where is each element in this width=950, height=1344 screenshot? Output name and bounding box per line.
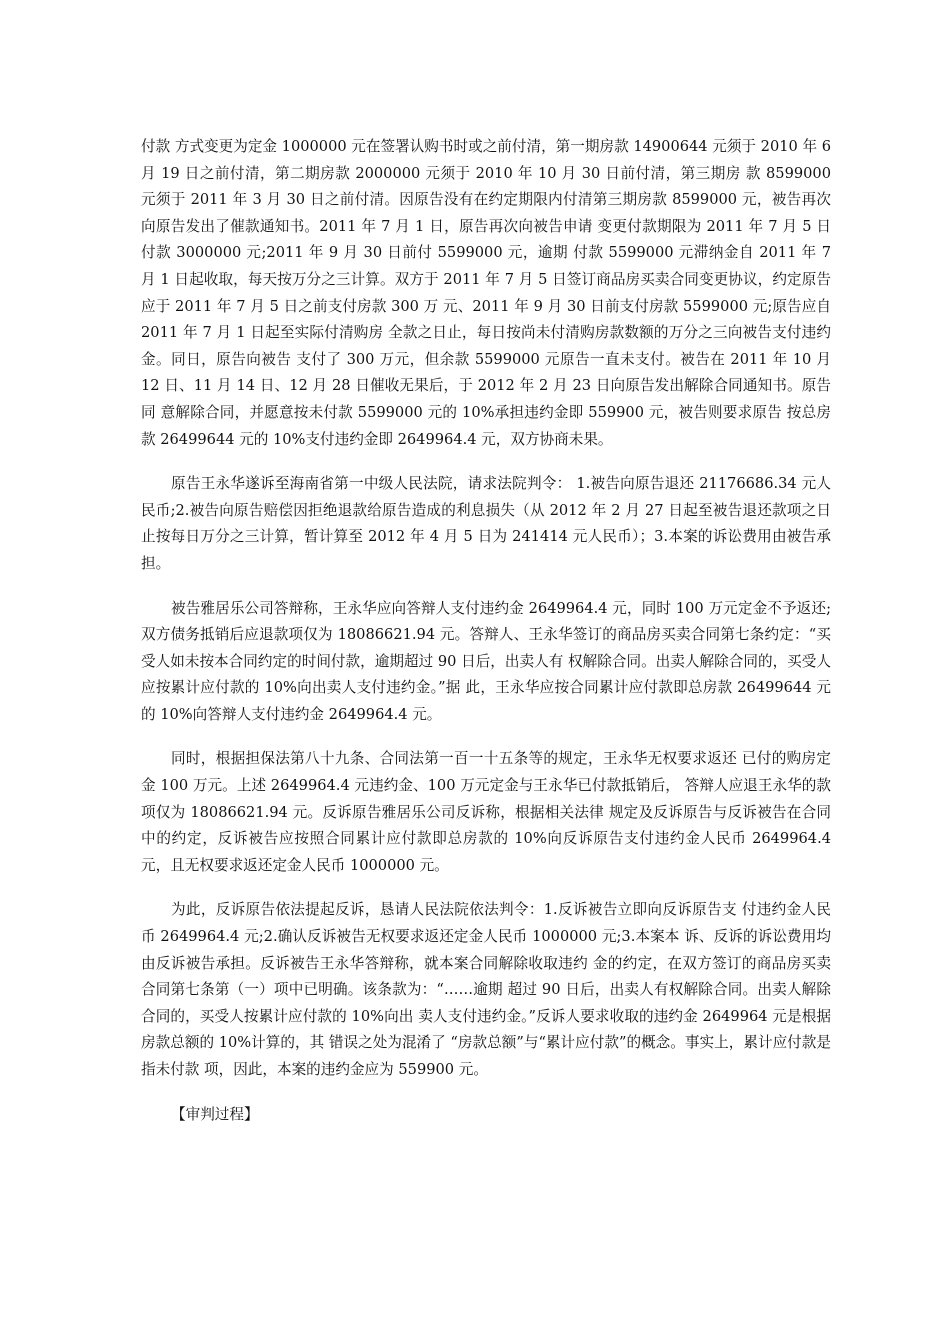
paragraph-payment-terms: 付款 方式变更为定金 1000000 元在签署认购书时或之前付清，第一期房款 14900644 元须于 2010 年 6 月 19 日之前付清，第二期房款 2000000 元须于 2010 年 10 月 30 日前付清，第三期房 款 8599000 元须于 2011 年 3 月 30 日之前付清。因原告没有在约定期限内付清第三期房款 8599000 元，被告再次向原告发出了催款通知书。2011 年 7 月 1 日，原告再次向被告申请 变更付款期限为 2011 年 7 月 5 日付款 3000000 元;2011 年 9 月 30 日前付 5599000 元，逾期 付款 5599000 元滞纳金自 2011 年 7 月 1 日起收取，每天按万分之三计算。双方于 2011 年 7 月 5 日签订商品房买卖合同变更协议，约定原告应于 2011 年 7 月 5 日之前支付房款 300 万 元、2011 年 9 月 30 日前支付房款 5599000 元;原告应自 2011 年 7 月 1 日起至实际付清购房 全款之日止，每日按尚未付清购房款数额的万分之三向被告支付违约金。同日，原告向被告 支付了 300 万元，但余款 5599000 元原告一直未支付。被告在 2011 年 10 月 12 日、11 月 14 日、12 月 28 日催收无果后，于 2012 年 2 月 23 日向原告发出解除合同通知书。原告同 意解除合同，并愿意按未付款 5599000 元的 10%承担违约金即 559900 元，被告则要求原告 按总房款 26499644 元的 10%支付违约金即 2649964.4 元，双方协商未果。 [141, 138, 831, 448]
paragraph-plaintiff-claims: 原告王永华遂诉至海南省第一中级人民法院，请求法院判令： 1.被告向原告退还 21176686.34 元人民币;2.被告向原告赔偿因拒绝退款给原告造成的利息损失（从 2012 年 2 月 27 日起至被告退还款项之日止按每日万分之三计算，暂计算至 2012 年 4 月 5 日为 241414 元人民币）；3.本案的诉讼费用由被告承担。 [141, 475, 831, 572]
document-page [141, 134, 831, 1128]
paragraph-deposit-offset: 同时，根据担保法第八十九条、合同法第一百一十五条等的规定，王永华无权要求返还 已付的购房定金 100 万元。上述 2649964.4 元违约金、100 万元定金与王永华已付款抵销后， 答辩人应退王永华的款项仅为 18086621.94 元。反诉原告雅居乐公司反诉称，根据相关法律 规定及反诉原告与反诉被告在合同中的约定，反诉被告应按照合同累计应付款即总房款的 10%向反诉原告支付违约金人民币 2649964.4 元，且无权要求返还定金人民币 1000000 元。 [141, 750, 831, 874]
paragraph-counterclaim: 为此，反诉原告依法提起反诉，恳请人民法院依法判令：1.反诉被告立即向反诉原告支 付违约金人民币 2649964.4 元;2.确认反诉被告无权要求返还定金人民币 1000000 元;3.本案本 诉、反诉的诉讼费用均由反诉被告承担。反诉被告王永华答辩称，就本案合同解除收取违约 金的约定，在双方签订的商品房买卖合同第七条第（一）项中已明确。该条款为：“……逾期 超过 90 日后，出卖人有权解除合同。出卖人解除合同的，买受人按累计应付款的 10%向出 卖人支付违约金。”反诉人要求收取的违约金 2649964 元是根据房款总额的 10%计算的，其 错误之处为混淆了 “房款总额”与“累计应付款”的概念。事实上，累计应付款是指未付款 项，因此，本案的违约金应为 559900 元。 [141, 901, 831, 1078]
paragraph-defendant-reply: 被告雅居乐公司答辩称，王永华应向答辩人支付违约金 2649964.4 元，同时 100 万元定金不予返还;双方债务抵销后应退款项仅为 18086621.94 元。答辩人、王永华签订的商品房买卖合同第七条约定：“买受人如未按本合同约定的时间付款，逾期超过 90 日后，出卖人有 权解除合同。出卖人解除合同的，买受人应按累计应付款的 10%向出卖人支付违约金。”据 此，王永华应按合同累计应付款即总房款 26499644 元的 10%向答辩人支付违约金 2649964.4 元。 [141, 599, 831, 723]
section-heading: 【审判过程】 [171, 1105, 259, 1123]
